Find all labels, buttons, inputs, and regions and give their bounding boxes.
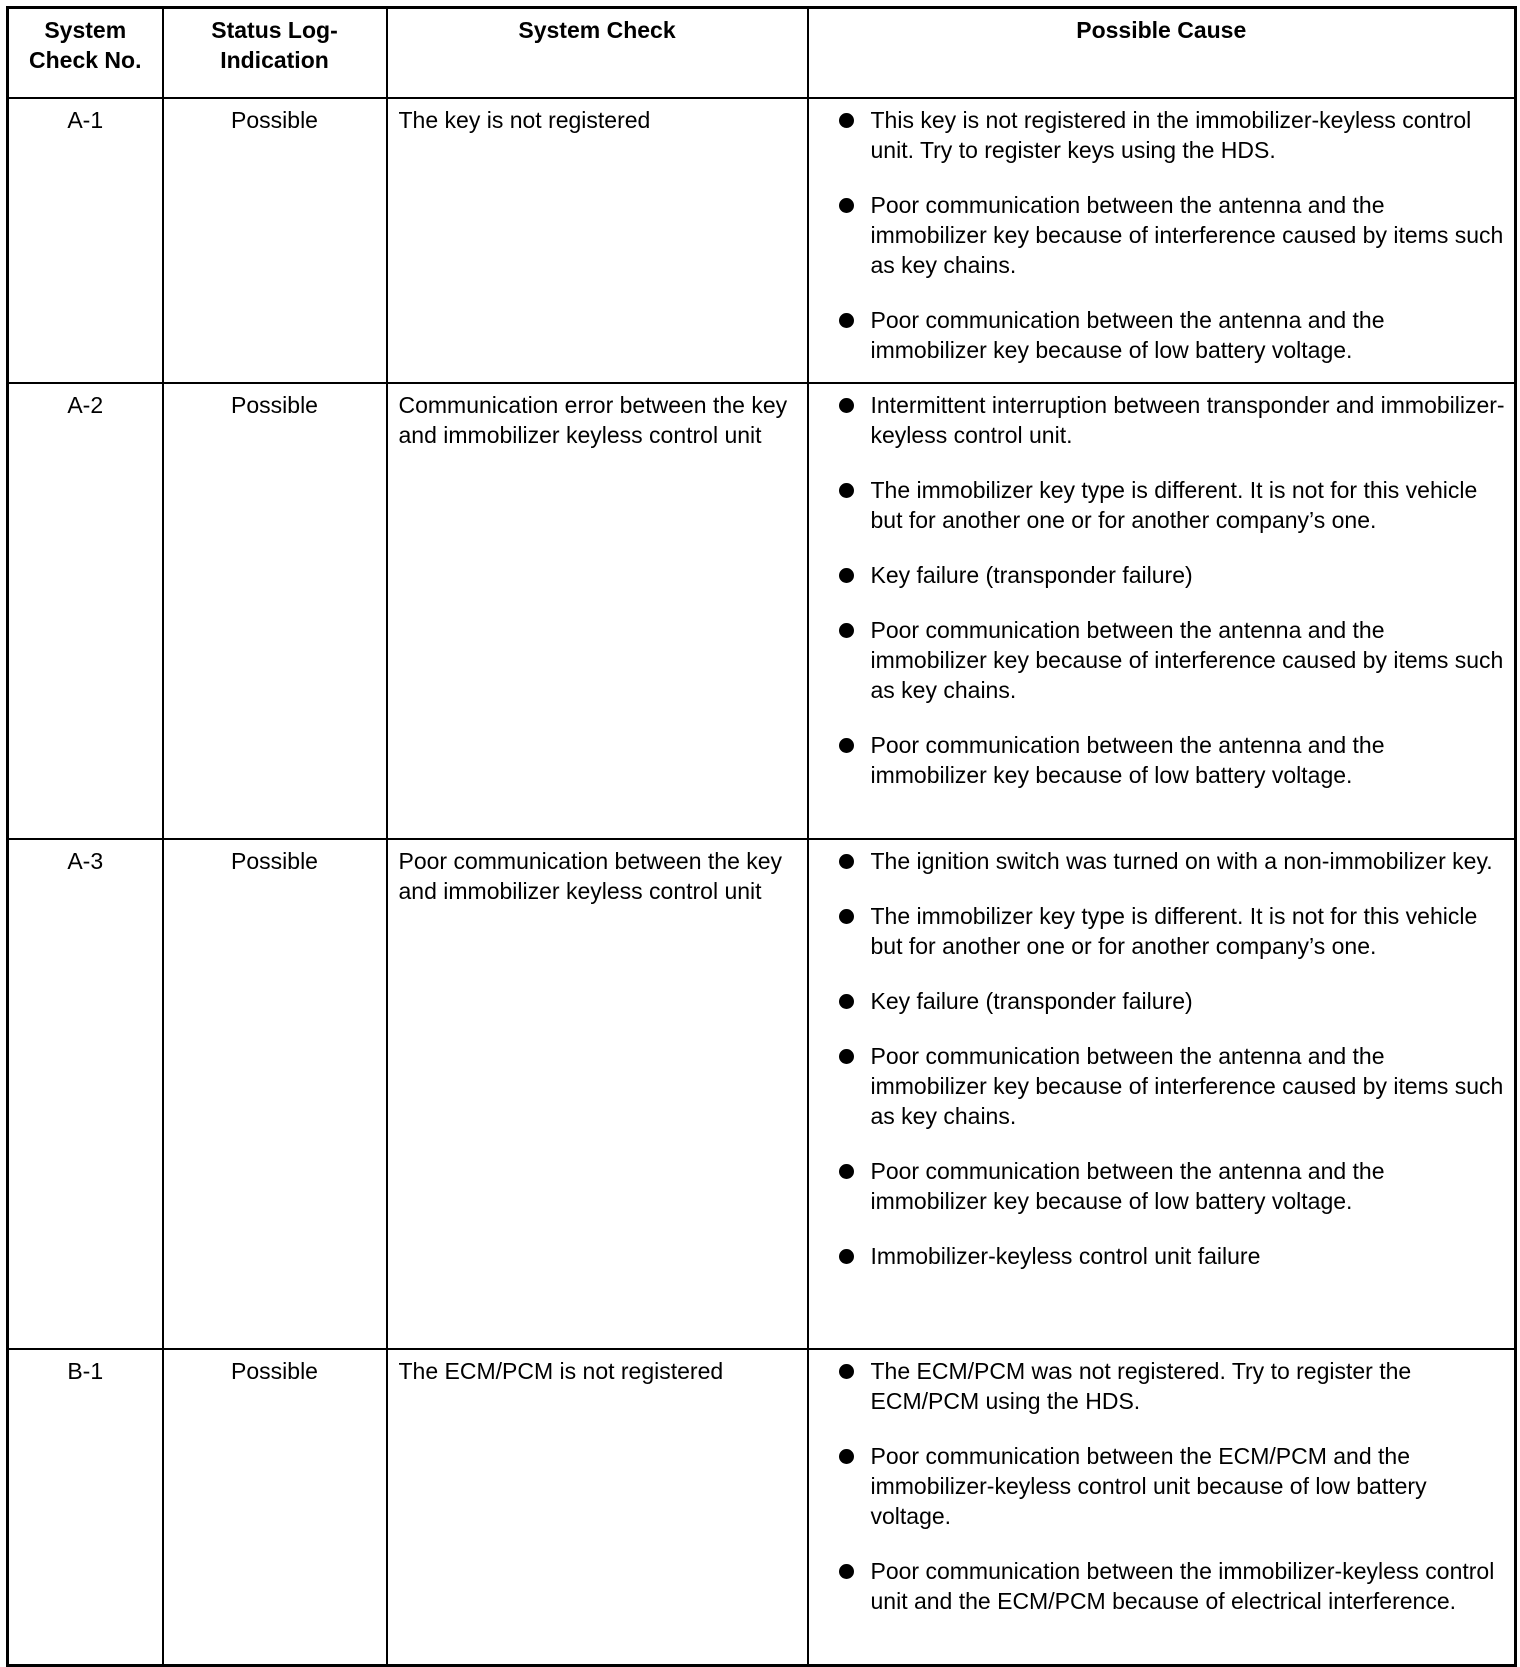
bullet-icon (839, 1249, 854, 1264)
check-no-cell: B-1 (8, 1349, 163, 1665)
bullet-icon (839, 1564, 854, 1579)
cause-text: The immobilizer key type is different. It is not for this vehicle but for another one or for another company’s one. (870, 477, 1478, 533)
bullet-icon (839, 198, 854, 213)
cause-list (809, 390, 1507, 790)
cause-text: Poor communication between the antenna and the immobilizer key because of interference caused by items such as key chains. (870, 617, 1504, 703)
system-check-cell: Communication error between the key and immobilizer keyless control unit (387, 383, 808, 839)
cause-text: Poor communication between the antenna and the immobilizer key because of low battery voltage. (870, 732, 1385, 788)
cause-text: The immobilizer key type is different. It is not for this vehicle but for another one or for another company’s one. (870, 903, 1478, 959)
cause-item (809, 305, 1507, 365)
cause-text: The ignition switch was turned on with a non-immobilizer key. (870, 848, 1493, 874)
cause-item (809, 1556, 1507, 1616)
bullet-icon (839, 909, 854, 924)
cause-item (809, 1041, 1507, 1131)
bullet-icon (839, 483, 854, 498)
cause-text: Key failure (transponder failure) (870, 562, 1193, 588)
cause-item (809, 901, 1507, 961)
table-header-row (8, 8, 1516, 99)
cause-item (809, 560, 1507, 590)
cause-text: Poor communication between the immobilizer-keyless control unit and the ECM/PCM because of electrical interference. (870, 1558, 1495, 1614)
header-check-no: System Check No. (8, 8, 163, 99)
table-row (8, 98, 1516, 383)
cause-text: Poor communication between the antenna and the immobilizer key because of low battery voltage. (870, 307, 1385, 363)
bullet-icon (839, 1164, 854, 1179)
bullet-icon (839, 738, 854, 753)
table-row (8, 383, 1516, 839)
cause-item (809, 190, 1507, 280)
cause-list (809, 1356, 1507, 1616)
cause-text: Poor communication between the antenna and the immobilizer key because of interference caused by items such as key chains. (870, 1043, 1504, 1129)
cause-item (809, 1241, 1507, 1271)
possible-cause-cell (808, 839, 1516, 1349)
cause-item (809, 1441, 1507, 1531)
status-cell: Possible (163, 839, 387, 1349)
bullet-icon (839, 1449, 854, 1464)
cause-item (809, 475, 1507, 535)
cause-item (809, 1156, 1507, 1216)
system-check-cell: The ECM/PCM is not registered (387, 1349, 808, 1665)
cause-item (809, 986, 1507, 1016)
header-status: Status Log-Indication (163, 8, 387, 99)
cause-text: Immobilizer-keyless control unit failure (870, 1243, 1261, 1269)
header-system-check: System Check (387, 8, 808, 99)
bullet-icon (839, 1364, 854, 1379)
cause-item (809, 1356, 1507, 1416)
cause-item (809, 846, 1507, 876)
bullet-icon (839, 398, 854, 413)
table-body (8, 98, 1516, 1665)
cause-list (809, 105, 1507, 365)
check-no-cell: A-1 (8, 98, 163, 383)
cause-text: The ECM/PCM was not registered. Try to register the ECM/PCM using the HDS. (870, 1358, 1412, 1414)
cause-list (809, 846, 1507, 1271)
system-check-cell: The key is not registered (387, 98, 808, 383)
system-check-table (6, 6, 1517, 1667)
cause-text: Poor communication between the antenna and the immobilizer key because of low battery voltage. (870, 1158, 1385, 1214)
status-cell: Possible (163, 98, 387, 383)
bullet-icon (839, 623, 854, 638)
bullet-icon (839, 854, 854, 869)
bullet-icon (839, 568, 854, 583)
table-row (8, 839, 1516, 1349)
cause-item (809, 730, 1507, 790)
cause-text: Poor communication between the antenna and the immobilizer key because of interference caused by items such as key chains. (870, 192, 1504, 278)
bullet-icon (839, 1049, 854, 1064)
bullet-icon (839, 313, 854, 328)
system-check-cell: Poor communication between the key and immobilizer keyless control unit (387, 839, 808, 1349)
cause-text: This key is not registered in the immobilizer-keyless control unit. Try to register keys using the HDS. (870, 107, 1472, 163)
table-row (8, 1349, 1516, 1665)
check-no-cell: A-3 (8, 839, 163, 1349)
cause-text: Poor communication between the ECM/PCM and the immobilizer-keyless control unit because of low battery voltage. (870, 1443, 1427, 1529)
cause-item (809, 105, 1507, 165)
check-no-cell: A-2 (8, 383, 163, 839)
possible-cause-cell (808, 98, 1516, 383)
bullet-icon (839, 113, 854, 128)
possible-cause-cell (808, 1349, 1516, 1665)
header-possible-cause: Possible Cause (808, 8, 1516, 99)
cause-item (809, 390, 1507, 450)
cause-text: Intermittent interruption between transponder and immobilizer-keyless control unit. (870, 392, 1505, 448)
bullet-icon (839, 994, 854, 1009)
possible-cause-cell (808, 383, 1516, 839)
status-cell: Possible (163, 1349, 387, 1665)
cause-text: Key failure (transponder failure) (870, 988, 1193, 1014)
cause-item (809, 615, 1507, 705)
status-cell: Possible (163, 383, 387, 839)
